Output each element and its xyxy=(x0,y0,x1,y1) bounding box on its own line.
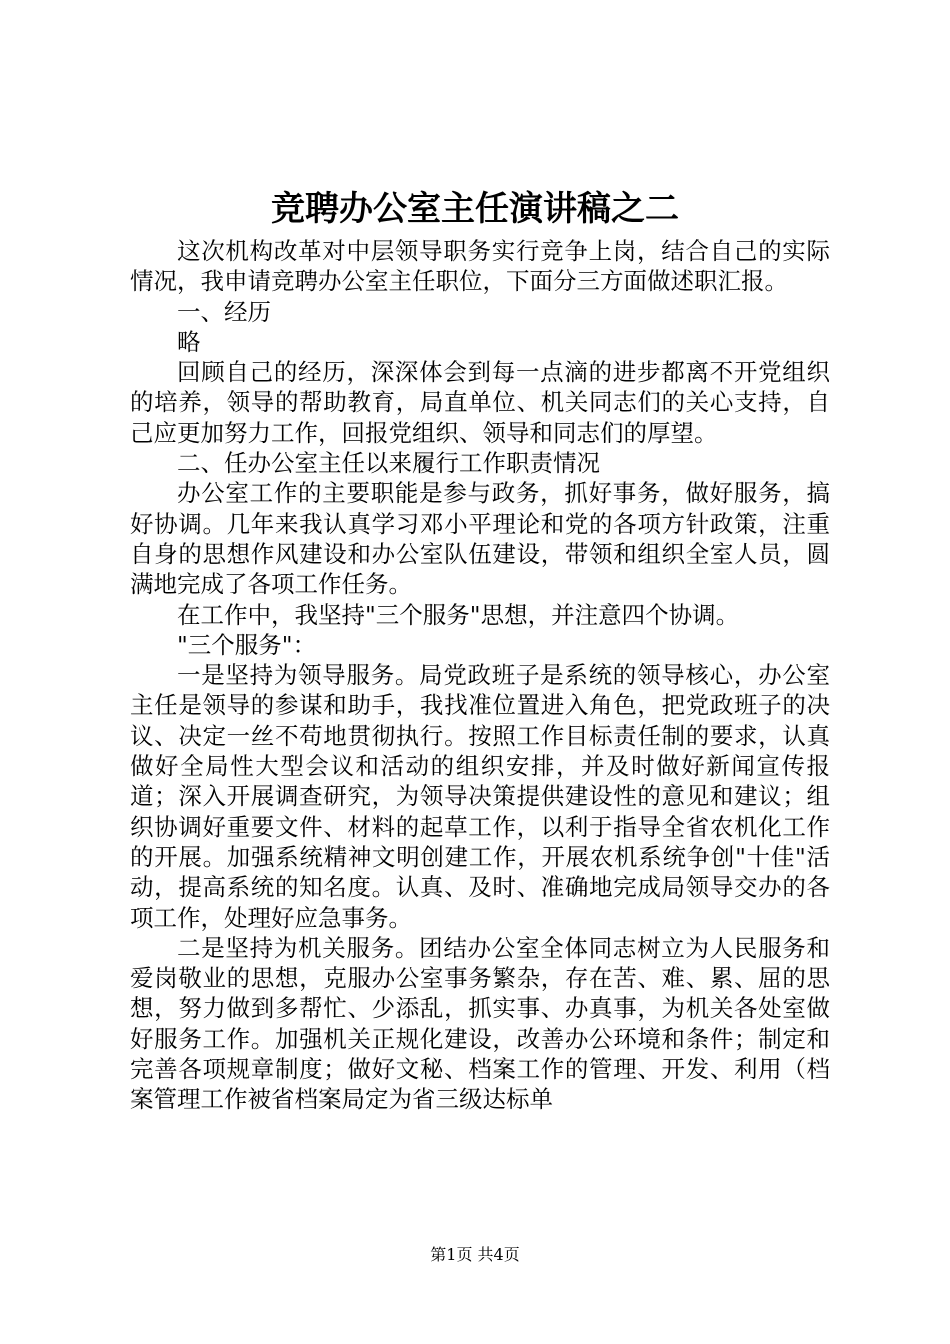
section-heading-experience: 一、经历 xyxy=(177,297,271,326)
document-title: 竞聘办公室主任演讲稿之二 xyxy=(271,189,679,229)
paragraph-reflection: 回顾自己的经历，深深体会到每一点滴的进步都离不开党组织的培养，领导的帮助教育，局直单位、机关同志们的关心支持，自己应更加努力工作，回报党组织、领导和同志们的厚望。 xyxy=(130,358,830,447)
page-footer: 第1页 共4页 xyxy=(430,1245,520,1264)
paragraph-three-services-intro: 在工作中，我坚持"三个服务"思想，并注意四个协调。 xyxy=(177,600,740,629)
subheading-three-services: "三个服务"： xyxy=(177,630,317,659)
paragraph-intro: 这次机构改革对中层领导职务实行竞争上岗，结合自己的实际情况，我申请竞聘办公室主任职位，下面分三方面做述职汇报。 xyxy=(130,237,830,296)
section-heading-duties: 二、任办公室主任以来履行工作职责情况 xyxy=(177,449,600,478)
paragraph-serve-leadership: 一是坚持为领导服务。局党政班子是系统的领导核心，办公室主任是领导的参谋和助手，我找准位置进入角色，把党政班子的决议、决定一丝不苟地贯彻执行。按照工作目标责任制的要求，认真做好全局性大型会议和活动的组织安排，并及时做好新闻宣传报道；深入开展调查研究，为领导决策提供建设性的意见和建议；组织协调好重要文件、材料的起草工作，以利于指导全省农机化工作的开展。加强系统精神文明创建工作，开展农机系统争创"十佳"活动，提高系统的知名度。认真、及时、准确地完成局领导交办的各项工作，处理好应急事务。 xyxy=(130,661,830,932)
document-body xyxy=(130,236,830,1115)
paragraph-omitted: 略 xyxy=(177,327,201,356)
paragraph-office-functions: 办公室工作的主要职能是参与政务，抓好事务，做好服务，搞好协调。几年来我认真学习邓小平理论和党的各项方针政策，注重自身的思想作风建设和办公室队伍建设，带领和组织全室人员，圆满地完成了各项工作任务。 xyxy=(130,479,830,599)
paragraph-serve-agency: 二是坚持为机关服务。团结办公室全体同志树立为人民服务和爱岗敬业的思想，克服办公室事务繁杂，存在苦、难、累、屈的思想，努力做到多帮忙、少添乱，抓实事、办真事，为机关各处室做好服务工作。加强机关正规化建设，改善办公环境和条件；制定和完善各项规章制度；做好文秘、档案工作的管理、开发、利用（档案管理工作被省档案局定为省三级达标单 xyxy=(130,933,830,1114)
